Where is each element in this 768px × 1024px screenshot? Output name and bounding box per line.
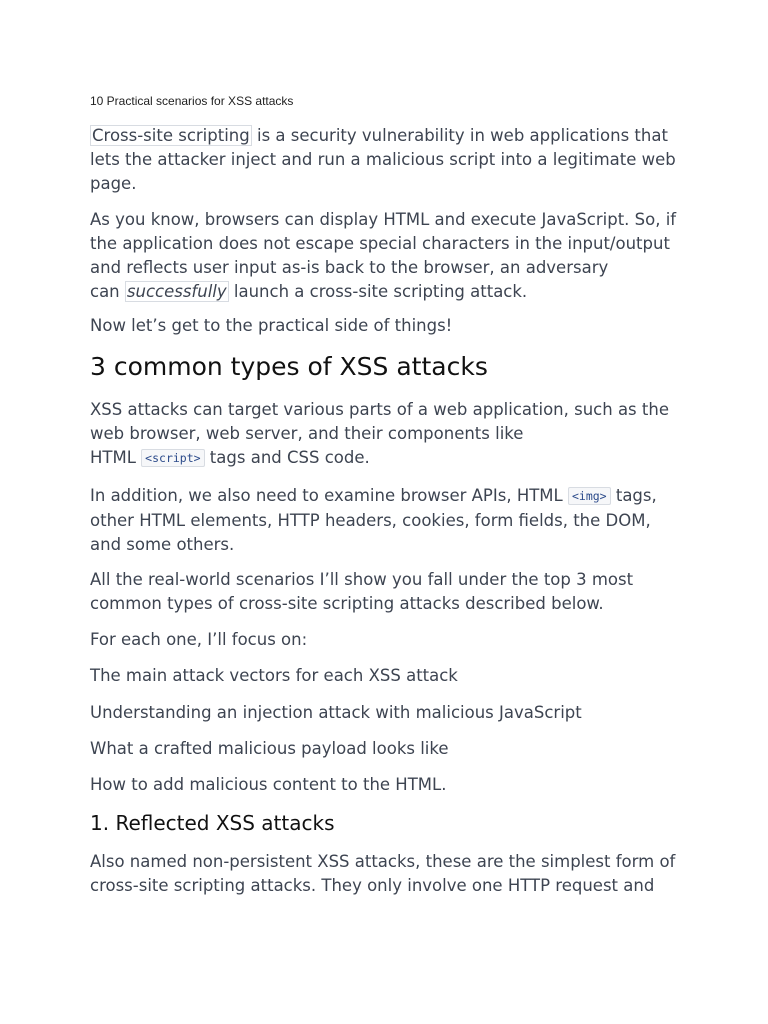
- reflected-line2: cross-site scripting attacks. They only involve one HTTP request and: [90, 876, 655, 895]
- script-tag-code: <script>: [141, 449, 204, 467]
- apis-line1-post: tags,: [610, 486, 657, 505]
- intro-paragraph: [90, 124, 680, 196]
- reflected-xss-paragraph: [90, 850, 680, 898]
- document-title: 10 Practical scenarios for XSS attacks: [90, 94, 294, 108]
- browser-apis-paragraph: [90, 484, 680, 557]
- targets-line1: XSS attacks can target various parts of a web application, such as the: [90, 400, 669, 419]
- reflected-xss-heading: 1. Reflected XSS attacks: [90, 811, 335, 835]
- cross-site-scripting-link[interactable]: Cross-site scripting: [92, 126, 250, 145]
- targets-line3-pre: HTML: [90, 448, 142, 467]
- reflected-line1: Also named non-persistent XSS attacks, these are the simplest form of: [90, 852, 676, 871]
- intro-line3: page.: [90, 174, 137, 193]
- real-world-scenarios-paragraph: [90, 568, 680, 616]
- targets-line2: web browser, web server, and their components like: [90, 424, 524, 443]
- focus-item: What a crafted malicious payload looks like: [90, 739, 449, 758]
- apis-line2: other HTML elements, HTTP headers, cookies, form fields, the DOM,: [90, 511, 651, 530]
- focus-intro-paragraph: For each one, I’ll focus on:: [90, 630, 308, 649]
- intro-line2: lets the attacker inject and run a malicious script into a legitimate web: [90, 150, 676, 169]
- focus-item: How to add malicious content to the HTML.: [90, 775, 447, 794]
- focus-item: The main attack vectors for each XSS attack: [90, 666, 458, 685]
- practical-side-paragraph: Now let’s get to the practical side of things!: [90, 316, 453, 335]
- apis-line1-pre: In addition, we also need to examine browser APIs, HTML: [90, 486, 568, 505]
- browsers-line4-pre: can: [90, 282, 125, 301]
- xss-targets-paragraph: [90, 398, 680, 471]
- intro-line1-text: is a security vulnerability in web applications that: [251, 126, 668, 145]
- img-tag-code: <img>: [568, 487, 611, 505]
- apis-line3: and some others.: [90, 535, 235, 554]
- browsers-line4-post: launch a cross-site scripting attack.: [228, 282, 528, 301]
- browsers-paragraph: [90, 208, 680, 304]
- browsers-line1: As you know, browsers can display HTML and execute JavaScript. So, if: [90, 210, 677, 229]
- scenarios-line2: common types of cross-site scripting attacks described below.: [90, 594, 604, 613]
- successfully-emphasis: successfully: [126, 282, 227, 301]
- browsers-line3: and reflects user input as-is back to the browser, an adversary: [90, 258, 609, 277]
- scenarios-line1: All the real-world scenarios I’ll show you fall under the top 3 most: [90, 570, 634, 589]
- common-types-heading: 3 common types of XSS attacks: [90, 352, 488, 381]
- targets-line3-post: tags and CSS code.: [204, 448, 370, 467]
- browsers-line2: the application does not escape special characters in the input/output: [90, 234, 670, 253]
- focus-item: Understanding an injection attack with malicious JavaScript: [90, 703, 582, 722]
